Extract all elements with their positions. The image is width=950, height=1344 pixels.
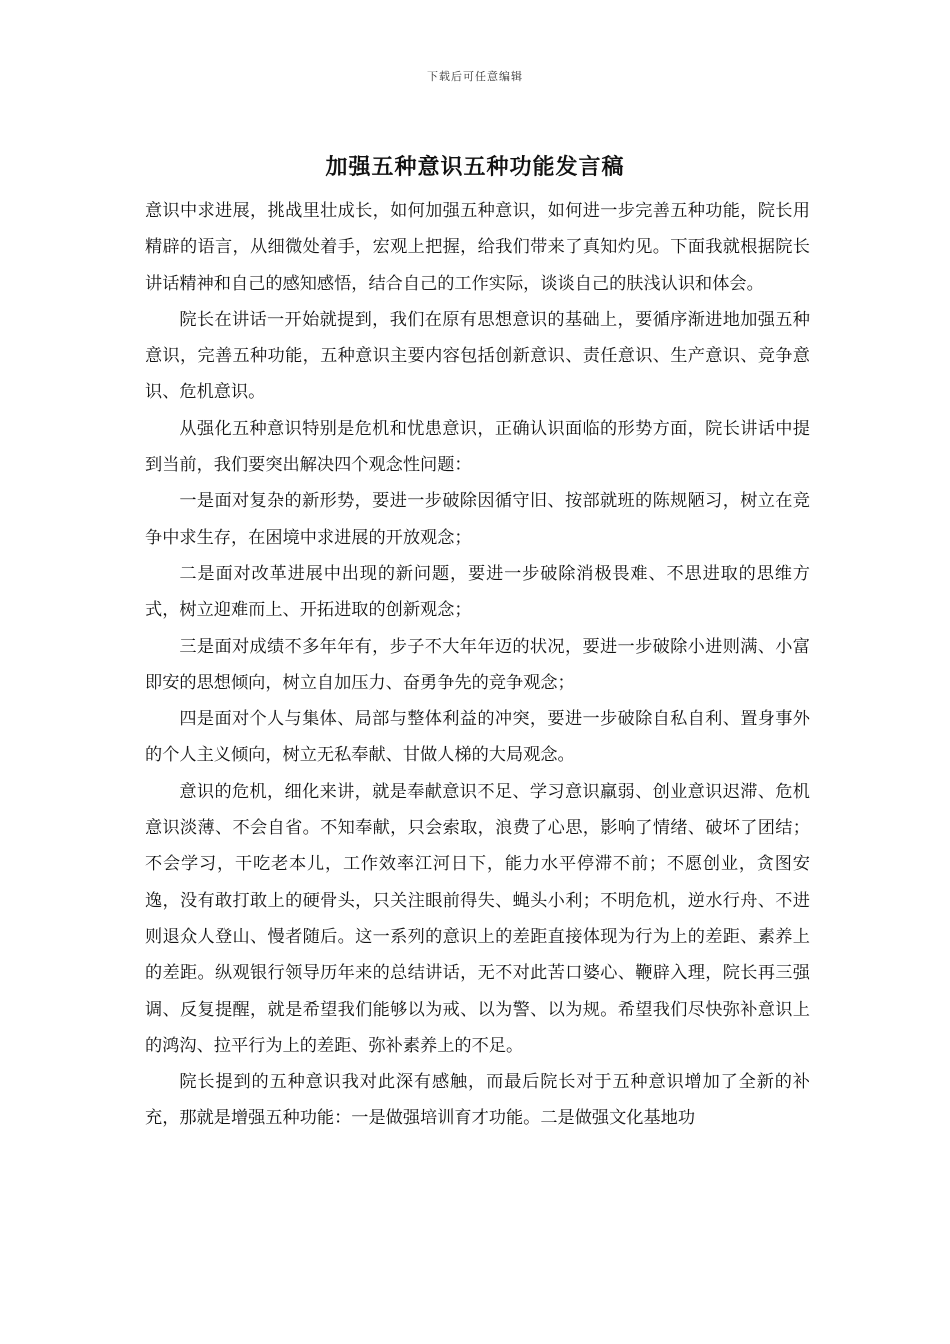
document-body — [145, 193, 810, 1137]
paragraph: 从强化五种意识特别是危机和忧患意识，正确认识面临的形势方面，院长讲话中提到当前，我们要突出解决四个观念性问题： — [145, 418, 810, 476]
paragraph: 三是面对成绩不多年年有，步子不大年年迈的状况，要进一步破除小进则满、小富即安的思想倾向，树立自加压力、奋勇争先的竞争观念； — [145, 636, 810, 693]
paragraph: 一是面对复杂的新形势，要进一步破除因循守旧、按部就班的陈规陋习，树立在竞争中求生存，在困境中求进展的开放观念； — [145, 491, 810, 548]
paragraph: 意识的危机，细化来讲，就是奉献意识不足、学习意识羸弱、创业意识迟滞、危机意识淡薄、不会自省。不知奉献，只会索取，浪费了心思，影响了情绪、破坏了团结；不会学习，干吃老本儿，工作效率江河日下，能力水平停滞不前；不愿创业，贪图安逸，没有敢打敢上的硬骨头，只关注眼前得失、蝇头小利；不明危机，逆水行舟、不进则退众人登山、慢者随后。这一系列的意识上的差距直接体现为行为上的差距、素养上的差距。纵观银行领导历年来的总结讲话，无不对此苦口婆心、鞭辟入理，院长再三强调、反复提醒，就是希望我们能够以为戒、以为警、以为规。希望我们尽快弥补意识上的鸿沟、拉平行为上的差距、弥补素养上的不足。 — [145, 781, 810, 1056]
paragraph: 四是面对个人与集体、局部与整体利益的冲突，要进一步破除自私自利、置身事外的个人主义倾向，树立无私奉献、甘做人梯的大局观念。 — [145, 709, 810, 766]
paragraph: 意识中求进展，挑战里壮成长，如何加强五种意识，如何进一步完善五种功能，院长用精辟的语言，从细微处着手，宏观上把握，给我们带来了真知灼见。下面我就根据院长讲话精神和自己的感知感悟，结合自己的工作实际，谈谈自己的肤浅认识和体会。 — [145, 201, 810, 294]
document-title: 加强五种意识五种功能发言稿 — [325, 154, 625, 180]
paragraph: 二是面对改革进展中出现的新问题，要进一步破除消极畏难、不思进取的思维方式，树立迎难而上、开拓进取的创新观念； — [145, 563, 810, 621]
paragraph: 院长在讲话一开始就提到，我们在原有思想意识的基础上，要循序渐进地加强五种意识，完善五种功能，五种意识主要内容包括创新意识、责任意识、生产意识、竞争意识、危机意识。 — [145, 309, 810, 403]
paragraph: 院长提到的五种意识我对此深有感触，而最后院长对于五种意识增加了全新的补充，那就是增强五种功能：一是做强培训育才功能。二是做强文化基地功 — [145, 1072, 810, 1129]
header-note: 下载后可任意编辑 — [427, 70, 523, 83]
